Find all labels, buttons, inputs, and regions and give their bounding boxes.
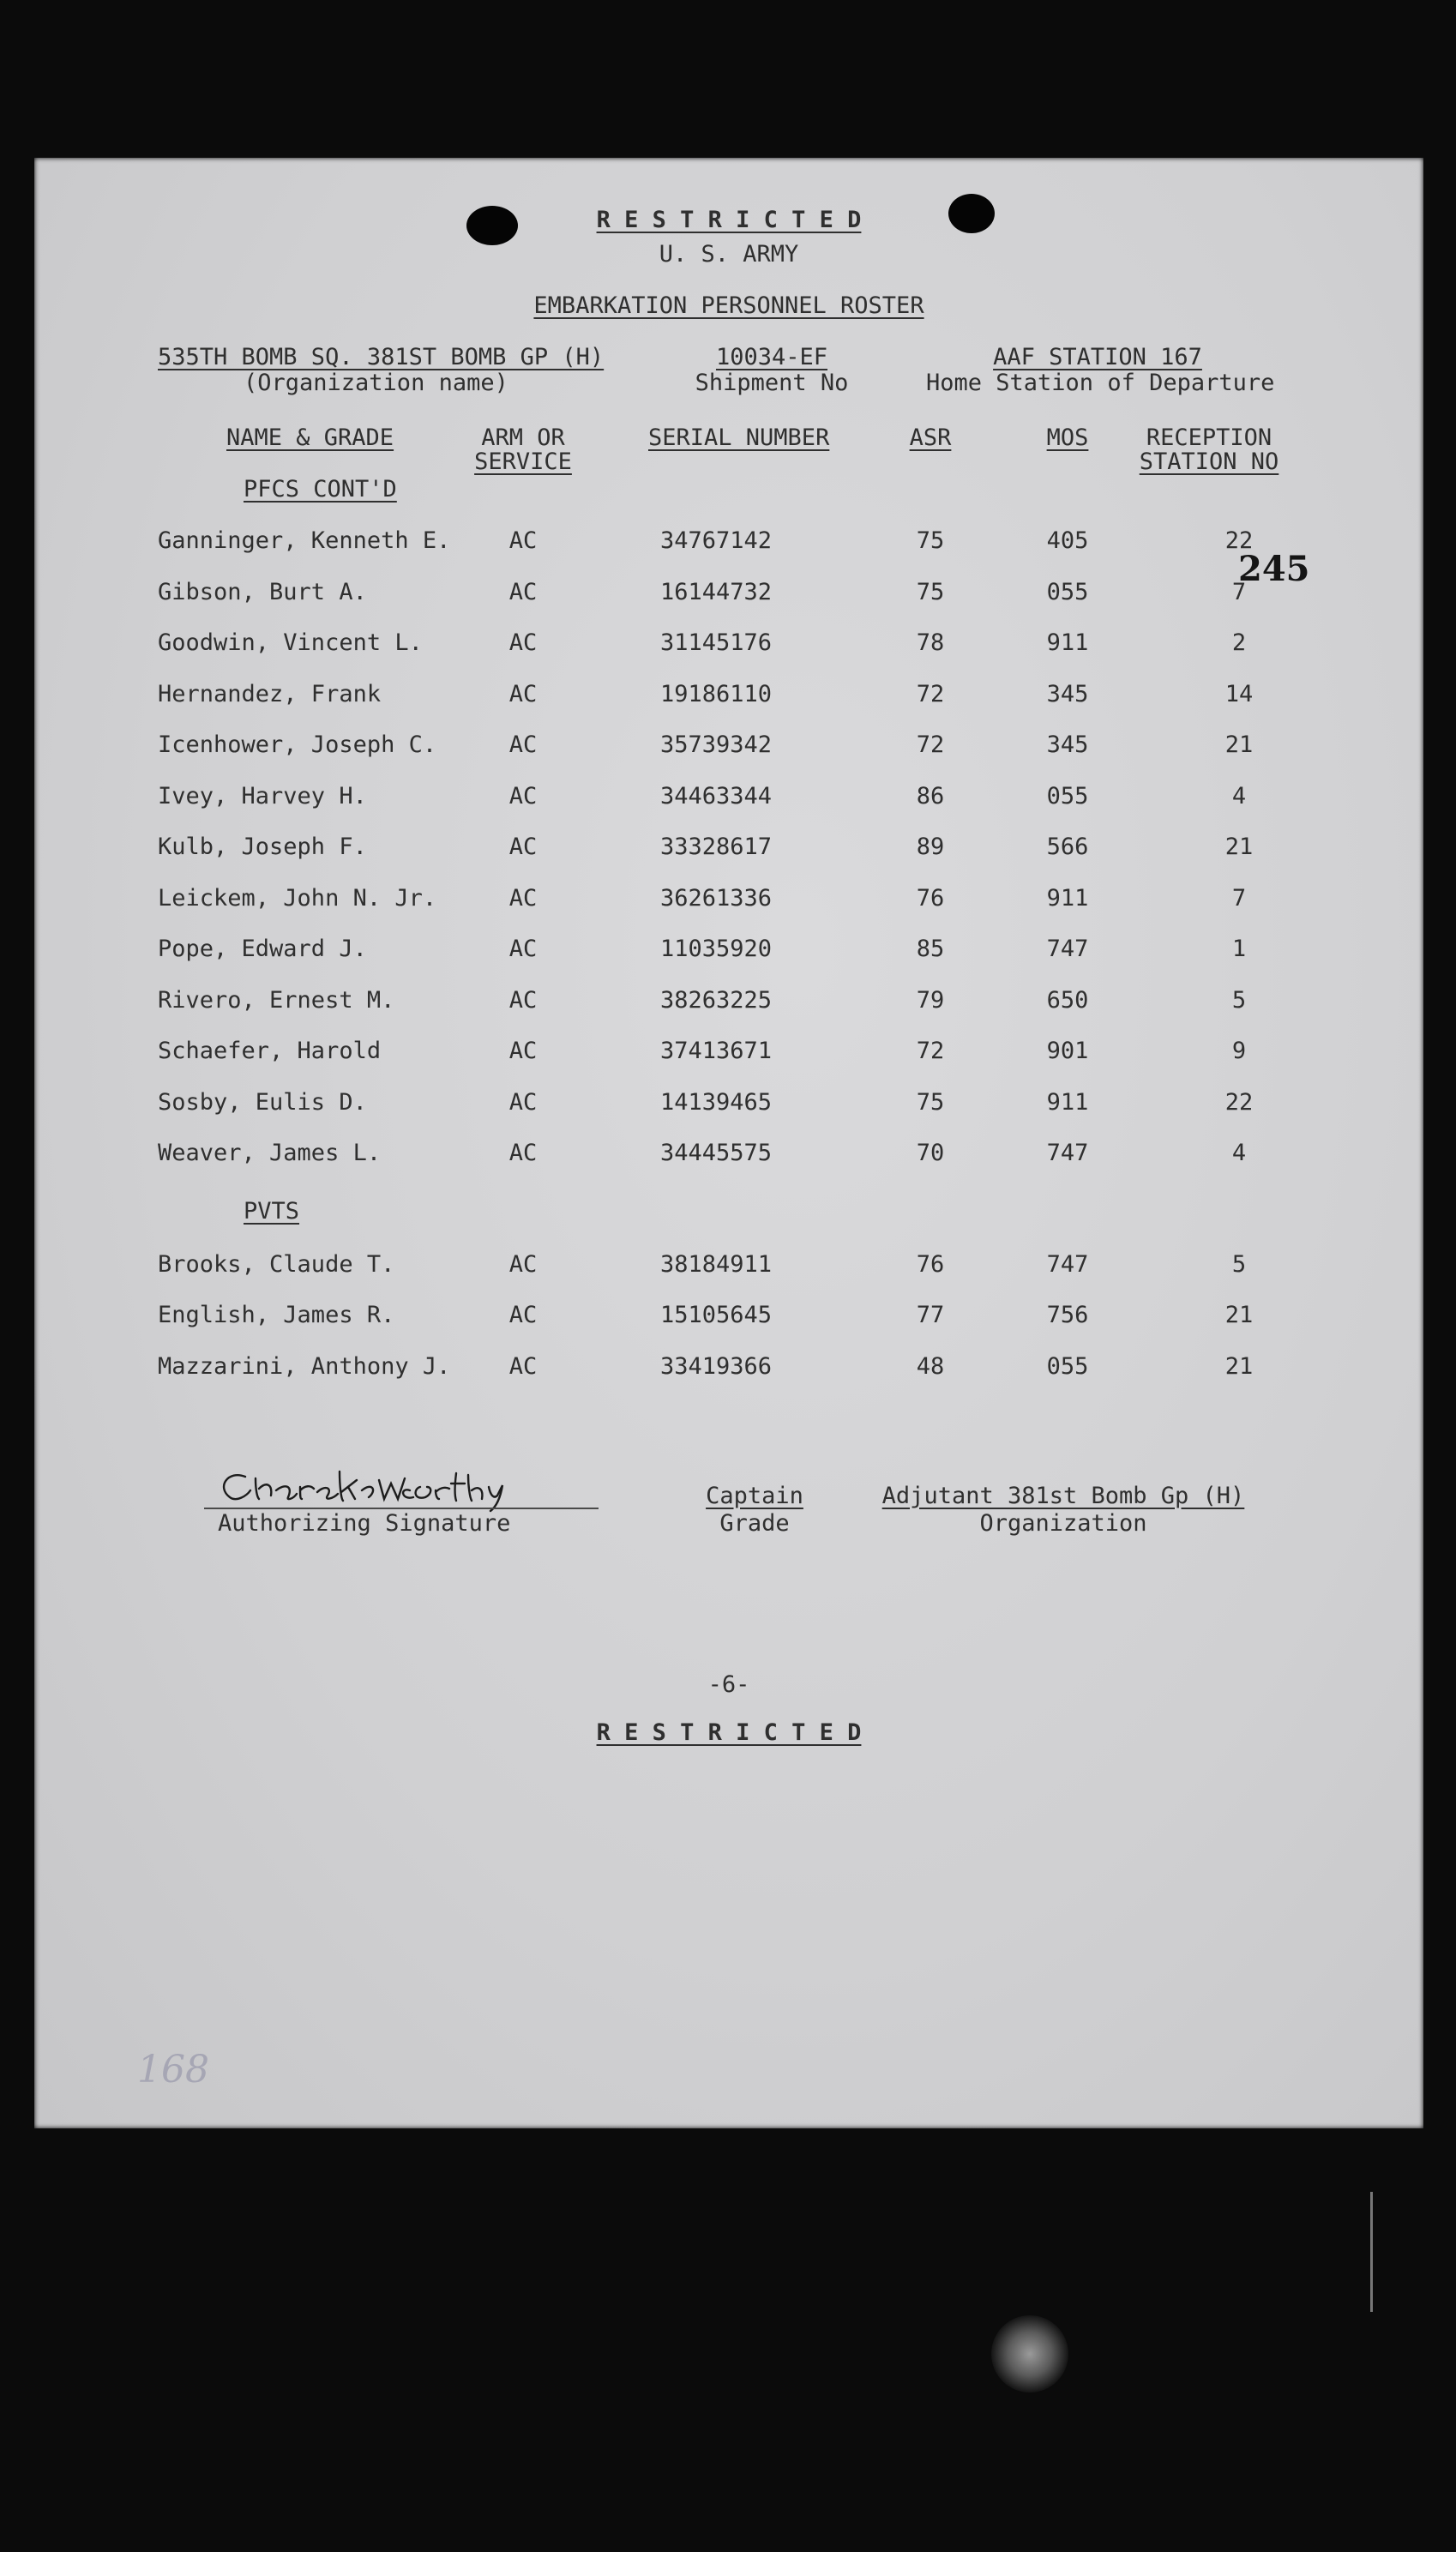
cell-name: Sosby, Eulis D. bbox=[158, 1088, 367, 1116]
col-arm-line1: ARM OR bbox=[481, 424, 565, 451]
cell-reception-station: 21 bbox=[1224, 1302, 1254, 1328]
cell-asr: 78 bbox=[916, 629, 945, 656]
cell-arm-service: AC bbox=[508, 1302, 538, 1328]
cell-arm-service: AC bbox=[508, 1088, 538, 1116]
cell-asr: 72 bbox=[916, 731, 945, 758]
cell-arm-service: AC bbox=[508, 578, 538, 605]
cell-reception-station: 5 bbox=[1231, 1250, 1247, 1278]
document-page bbox=[34, 158, 1423, 2128]
organization-name: 535TH BOMB SQ. 381ST BOMB GP (H) bbox=[158, 344, 605, 370]
cell-reception-station: 9 bbox=[1231, 1038, 1247, 1064]
cell-reception-station: 21 bbox=[1224, 1352, 1254, 1380]
shipment-number: 10034-EF bbox=[715, 344, 828, 370]
col-name-grade: NAME & GRADE bbox=[226, 424, 394, 451]
cell-serial-number: 14139465 bbox=[660, 1088, 773, 1116]
cell-name: Ivey, Harvey H. bbox=[158, 782, 367, 810]
page-number: -6- bbox=[707, 1671, 750, 1698]
col-reception-line1: RECEPTION bbox=[1146, 424, 1272, 451]
cell-mos: 345 bbox=[1046, 680, 1089, 707]
cell-serial-number: 34767142 bbox=[660, 527, 773, 554]
punch-hole bbox=[466, 206, 518, 245]
cell-mos: 911 bbox=[1046, 629, 1089, 656]
cell-serial-number: 33328617 bbox=[660, 834, 773, 860]
cell-serial-number: 33419366 bbox=[660, 1352, 773, 1380]
cell-arm-service: AC bbox=[508, 782, 538, 810]
cell-arm-service: AC bbox=[508, 1250, 538, 1278]
cell-name: Weaver, James L. bbox=[158, 1140, 382, 1166]
cell-arm-service: AC bbox=[508, 527, 538, 554]
restricted-heading-top: R E S T R I C T E D bbox=[596, 207, 862, 233]
col-arm-line2: SERVICE bbox=[474, 448, 572, 475]
cell-arm-service: AC bbox=[508, 1352, 538, 1380]
cell-mos: 405 bbox=[1046, 527, 1089, 554]
army-line: U. S. ARMY bbox=[659, 241, 799, 268]
cell-mos: 901 bbox=[1046, 1038, 1089, 1064]
cell-reception-station: 7 bbox=[1231, 884, 1247, 912]
cell-arm-service: AC bbox=[508, 731, 538, 758]
cell-name: Brooks, Claude T. bbox=[158, 1250, 395, 1278]
cell-arm-service: AC bbox=[508, 834, 538, 860]
cell-name: English, James R. bbox=[158, 1302, 395, 1328]
cell-mos: 911 bbox=[1046, 1088, 1089, 1116]
cell-serial-number: 38263225 bbox=[660, 986, 773, 1014]
cell-serial-number: 38184911 bbox=[660, 1250, 773, 1278]
section-heading: PFCS CONT'D bbox=[244, 476, 397, 503]
col-reception-line2: STATION NO bbox=[1139, 448, 1279, 475]
cell-mos: 911 bbox=[1046, 884, 1089, 912]
cell-mos: 650 bbox=[1046, 986, 1089, 1014]
page-stamp-number: 245 bbox=[1238, 549, 1310, 589]
grade-value: Captain bbox=[706, 1483, 803, 1509]
organization-footer-caption: Organization bbox=[979, 1510, 1147, 1537]
cell-asr: 89 bbox=[916, 834, 945, 860]
cell-name: Gibson, Burt A. bbox=[158, 578, 367, 605]
cell-asr: 86 bbox=[916, 782, 945, 810]
cell-serial-number: 35739342 bbox=[660, 731, 773, 758]
cell-serial-number: 34463344 bbox=[660, 782, 773, 810]
film-scratch bbox=[1370, 2192, 1373, 2312]
organization-value: Adjutant 381st Bomb Gp (H) bbox=[881, 1483, 1245, 1509]
punch-hole bbox=[948, 194, 995, 233]
cell-arm-service: AC bbox=[508, 629, 538, 656]
cell-name: Leickem, John N. Jr. bbox=[158, 884, 437, 912]
cell-serial-number: 34445575 bbox=[660, 1140, 773, 1166]
authorizing-signature bbox=[211, 1461, 640, 1513]
cell-name: Mazzarini, Anthony J. bbox=[158, 1352, 451, 1380]
cell-asr: 76 bbox=[916, 884, 945, 912]
cell-serial-number: 19186110 bbox=[660, 680, 773, 707]
cell-serial-number: 16144732 bbox=[660, 578, 773, 605]
cell-reception-station: 5 bbox=[1231, 986, 1247, 1014]
cell-mos: 747 bbox=[1046, 1250, 1089, 1278]
signature-caption: Authorizing Signature bbox=[218, 1510, 511, 1537]
cell-asr: 70 bbox=[916, 1140, 945, 1166]
cell-asr: 72 bbox=[916, 1038, 945, 1064]
cell-arm-service: AC bbox=[508, 1140, 538, 1166]
cell-name: Hernandez, Frank bbox=[158, 680, 382, 707]
col-asr: ASR bbox=[909, 424, 952, 451]
home-station-caption: Home Station of Departure bbox=[926, 370, 1275, 396]
cell-name: Pope, Edward J. bbox=[158, 936, 367, 962]
cell-serial-number: 31145176 bbox=[660, 629, 773, 656]
section-heading: PVTS bbox=[244, 1197, 300, 1225]
cell-reception-station: 21 bbox=[1224, 731, 1254, 758]
cell-mos: 566 bbox=[1046, 834, 1089, 860]
cell-arm-service: AC bbox=[508, 986, 538, 1014]
cell-arm-service: AC bbox=[508, 936, 538, 962]
signature-handwriting-icon bbox=[211, 1461, 623, 1513]
lens-flare-spot bbox=[991, 2315, 1068, 2392]
cell-name: Ganninger, Kenneth E. bbox=[158, 527, 451, 554]
roster-title: EMBARKATION PERSONNEL ROSTER bbox=[533, 292, 924, 319]
cell-asr: 75 bbox=[916, 1088, 945, 1116]
cell-mos: 055 bbox=[1046, 1352, 1089, 1380]
cell-reception-station: 22 bbox=[1224, 527, 1254, 554]
cell-name: Schaefer, Harold bbox=[158, 1038, 382, 1064]
cell-name: Icenhower, Joseph C. bbox=[158, 731, 437, 758]
cell-asr: 72 bbox=[916, 680, 945, 707]
cell-mos: 055 bbox=[1046, 578, 1089, 605]
grade-caption: Grade bbox=[719, 1510, 790, 1537]
cell-mos: 055 bbox=[1046, 782, 1089, 810]
cell-name: Rivero, Ernest M. bbox=[158, 986, 395, 1014]
cell-serial-number: 36261336 bbox=[660, 884, 773, 912]
signature-line bbox=[204, 1508, 599, 1509]
cell-reception-station: 2 bbox=[1231, 629, 1247, 656]
cell-reception-station: 7 bbox=[1231, 578, 1247, 605]
cell-serial-number: 15105645 bbox=[660, 1302, 773, 1328]
cell-asr: 79 bbox=[916, 986, 945, 1014]
restricted-heading-bottom: R E S T R I C T E D bbox=[596, 1719, 862, 1746]
cell-arm-service: AC bbox=[508, 680, 538, 707]
cell-name: Kulb, Joseph F. bbox=[158, 834, 367, 860]
cell-serial-number: 11035920 bbox=[660, 936, 773, 962]
cell-mos: 345 bbox=[1046, 731, 1089, 758]
cell-mos: 756 bbox=[1046, 1302, 1089, 1328]
cell-asr: 75 bbox=[916, 578, 945, 605]
pencil-annotation: 168 bbox=[137, 2048, 209, 2092]
organization-caption: (Organization name) bbox=[244, 370, 508, 396]
shipment-caption: Shipment No bbox=[695, 370, 849, 396]
cell-reception-station: 4 bbox=[1231, 1140, 1247, 1166]
cell-asr: 76 bbox=[916, 1250, 945, 1278]
cell-reception-station: 4 bbox=[1231, 782, 1247, 810]
cell-asr: 77 bbox=[916, 1302, 945, 1328]
col-serial-number: SERIAL NUMBER bbox=[648, 424, 830, 451]
cell-asr: 48 bbox=[916, 1352, 945, 1380]
cell-reception-station: 14 bbox=[1224, 680, 1254, 707]
cell-arm-service: AC bbox=[508, 884, 538, 912]
col-mos: MOS bbox=[1046, 424, 1089, 451]
cell-serial-number: 37413671 bbox=[660, 1038, 773, 1064]
home-station: AAF STATION 167 bbox=[993, 344, 1202, 370]
cell-mos: 747 bbox=[1046, 1140, 1089, 1166]
cell-arm-service: AC bbox=[508, 1038, 538, 1064]
cell-asr: 75 bbox=[916, 527, 945, 554]
cell-asr: 85 bbox=[916, 936, 945, 962]
cell-mos: 747 bbox=[1046, 936, 1089, 962]
cell-reception-station: 1 bbox=[1231, 936, 1247, 962]
cell-name: Goodwin, Vincent L. bbox=[158, 629, 423, 656]
cell-reception-station: 22 bbox=[1224, 1088, 1254, 1116]
cell-reception-station: 21 bbox=[1224, 834, 1254, 860]
